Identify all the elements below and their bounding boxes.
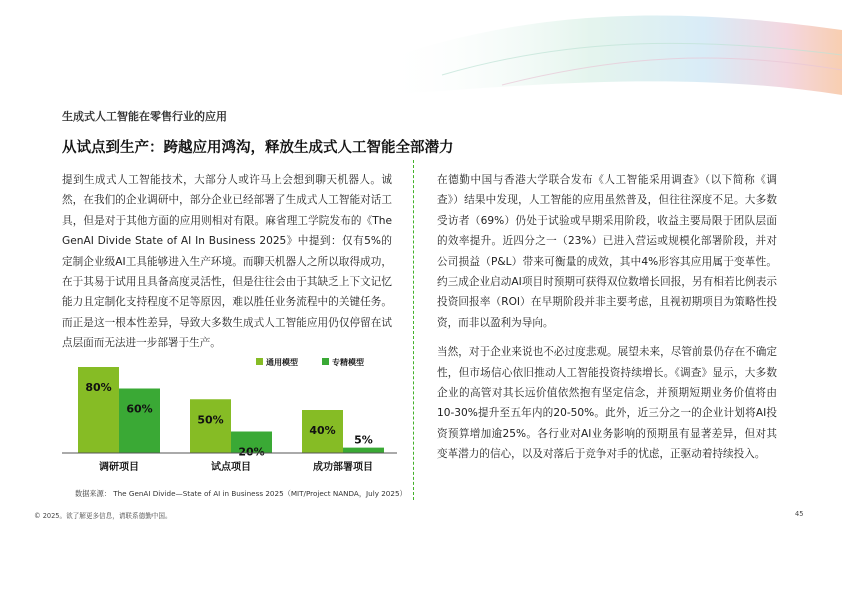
data-label: 80% [85,381,112,394]
category-label: 试点项目 [211,462,251,473]
data-label: 5% [354,433,373,447]
right-paragraph-2: 当然，对于企业来说也不必过度悲观。展望未来，尽管前景仍存在不确定性，但市场信心依旧推动人工智能投资持续增长。《调查》显示，大多数企业的高管对其长远价值依然抱有坚定信念，并预期短期业务价值将由10-30%提升至五年内的20-50%。此外，近三分之一的企业计划将AI投资预算增加逾25%。各行业对AI业务影响的预期虽有显著差异，但对其变革潜力的信心，以及对落后于竞争对手的忧虑，正驱动着持续投入。 [437,346,777,461]
category-label: 成功部署项目 [313,462,373,473]
legend-swatch [322,358,329,365]
category-label: 调研项目 [99,462,139,473]
data-label: 40% [309,424,336,437]
footer-copyright: © 2025。欲了解更多信息，请联系德勤中国。 [34,512,172,520]
data-label: 20% [238,445,265,459]
bar-chart [62,358,402,483]
bar-general-0 [78,367,119,453]
legend-label: 专精模型 [332,358,364,367]
bar-specialized-2 [343,448,384,453]
data-label: 50% [197,413,224,427]
page-title: 从试点到生产：跨越应用鸿沟，释放生成式人工智能全部潜力 [62,140,454,156]
source-note: 数据来源： The GenAI Divide—State of AI in Business 2025（MIT/Project NANDA，July 2025） [75,489,407,498]
left-column [62,170,392,363]
bar-specialized-0 [119,389,160,454]
legend-swatch [256,358,263,365]
decorative-ribbon [382,0,842,110]
data-label: 60% [126,402,153,416]
legend-label: 通用模型 [266,358,298,367]
section-label: 生成式人工智能在零售行业的应用 [62,110,227,123]
left-paragraph: 提到生成式人工智能技术，大部分人或许马上会想到聊天机器人。诚然，在我们的企业调研中，部分企业已经部署了生成式人工智能对话工具，但是对于其他方面的应用则相对有限。麻省理工学院发布的《The GenAI Divide State of AI In Business 2025》中提到：仅有5%的定制企业级AI工具能够进入生产环境。而聊天机器人之所以取得成功，在于其易于试用且具备高度灵活性，但是往往会由于其缺乏上下文记忆能力且定制化支持程度不足等原因，难以胜任业务流程中的关键任务。而正是这一根本性差异，导致大多数生成式人工智能应用仍仅停留在试点层面而无法进一步部署于生产。 [62,174,392,350]
column-divider [413,160,414,500]
right-paragraph-1: 在德勤中国与香港大学联合发布《人工智能采用调查》（以下简称《调查》）结果中发现，人工智能的应用虽然普及，但往往深度不足。大多数受访者（69%）仍处于试验或早期采用阶段，收益主要局限于团队层面的效率提升。近四分之一（23%）已进入营运或规模化部署阶段，并对公司损益（P&L）带来可衡量的成效，其中4%形容其应用属于变革性。约三成企业启动AI项目时预期可获得双位数增长回报，另有相若比例表示投资回报率（ROI）在早期阶段并非主要考虑，且视初期项目为策略性投资，而非以盈利为导向。 [437,174,777,329]
page-number: 45 [795,510,804,518]
right-column [437,170,777,474]
